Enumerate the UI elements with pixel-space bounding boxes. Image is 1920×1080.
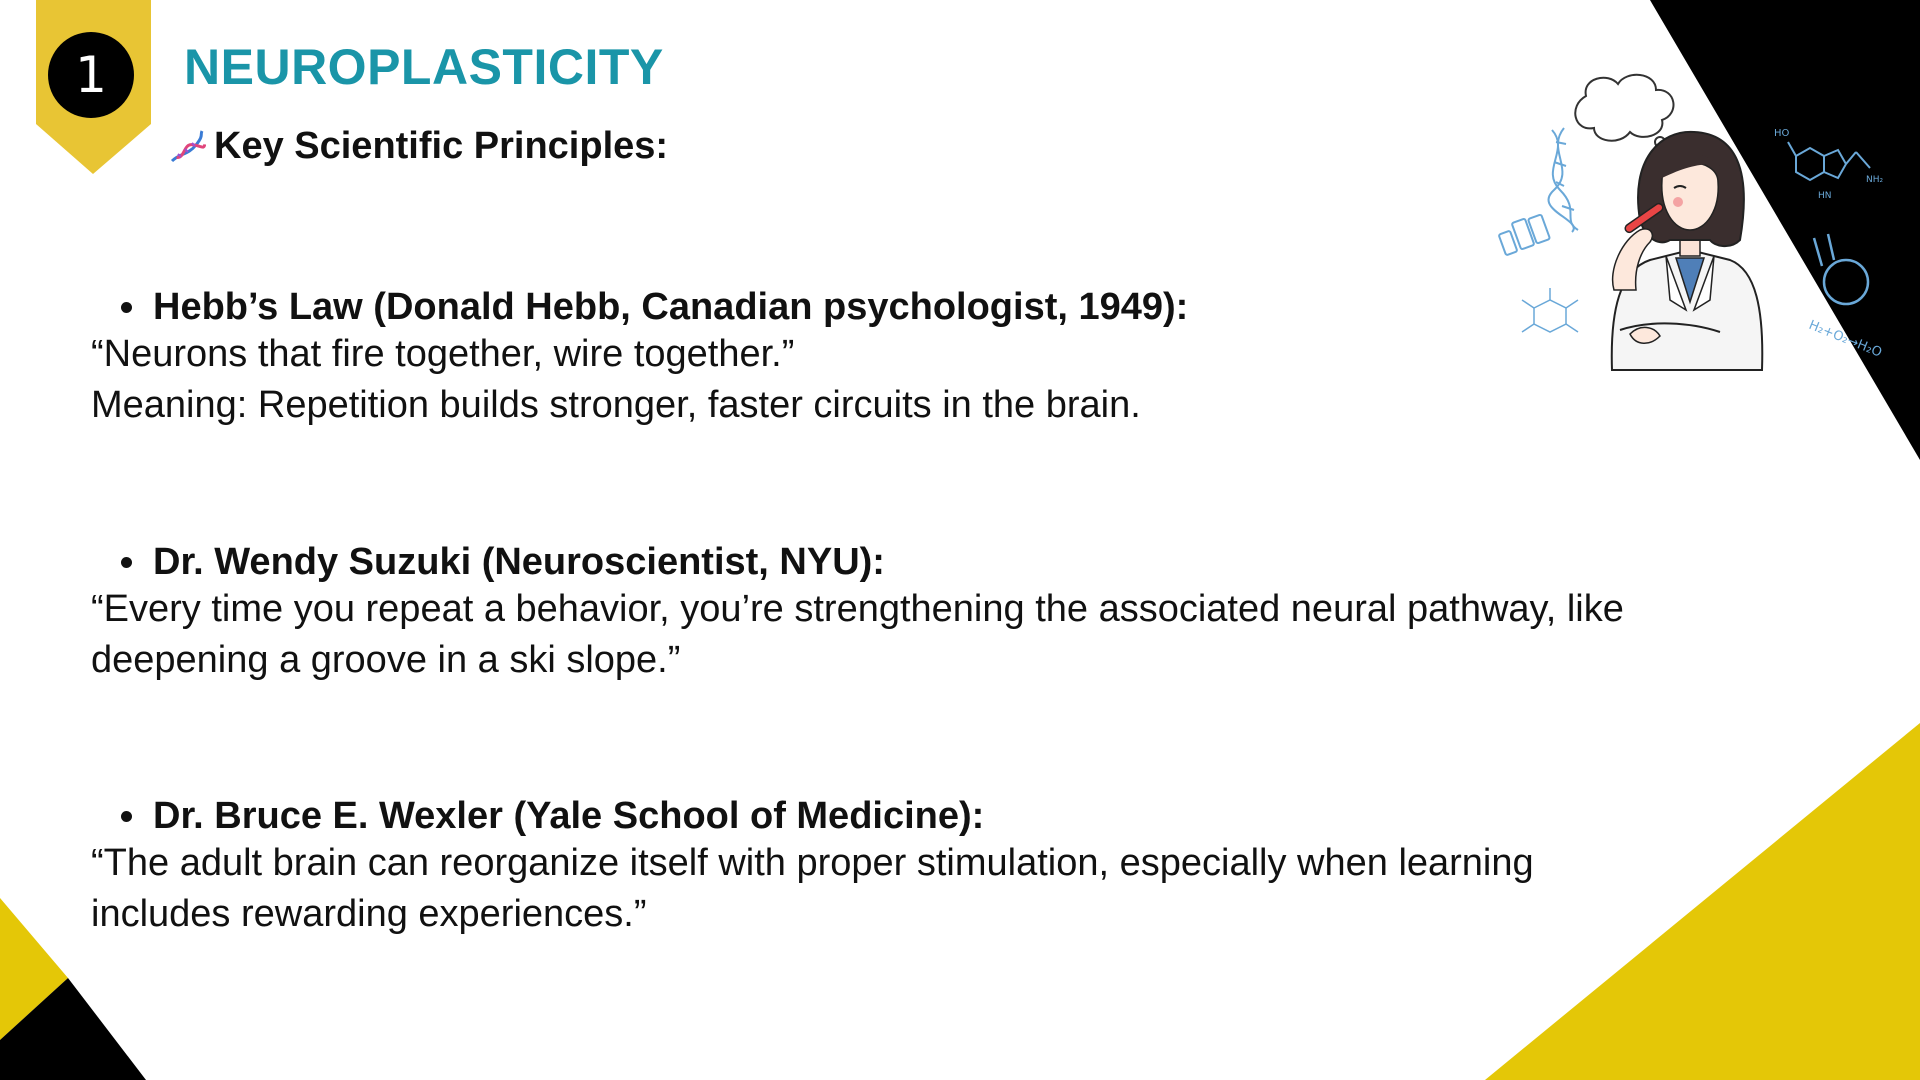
principle-meaning: Meaning: Repetition builds stronger, faster circuits in the brain. — [91, 384, 1141, 426]
dna-icon — [166, 127, 206, 167]
bottles-doodle-icon — [1499, 214, 1550, 255]
chem-label-hn: HN — [1818, 191, 1832, 201]
principle-wexler — [91, 795, 1791, 940]
chem-label-ho: HO — [1774, 128, 1790, 139]
principle-heading-row — [91, 541, 1791, 584]
bullet-icon — [121, 302, 132, 313]
bullet-icon — [121, 557, 132, 568]
principle-heading: Dr. Bruce E. Wexler (Yale School of Medicine): — [153, 795, 985, 837]
subtitle-text: Key Scientific Principles: — [214, 125, 669, 167]
chem-label-nh2: NH₂ — [1866, 175, 1884, 185]
principle-quote-line-2: includes rewarding experiences.” — [91, 893, 647, 935]
slide-number: 1 — [75, 46, 107, 104]
principle-quote-line-2: deepening a groove in a ski slope.” — [91, 639, 681, 681]
dna-helix-doodle-icon — [1549, 128, 1578, 232]
principle-suzuki — [91, 541, 1791, 686]
chemical-structure-icon — [1788, 142, 1870, 180]
chem-label-reaction: H₂+O₂→H₂O — [1806, 317, 1884, 361]
principle-heading-row — [91, 795, 1791, 838]
scientist-illustration — [1490, 70, 1890, 400]
page-title: NEUROPLASTICITY — [184, 39, 664, 95]
principle-quote: “Neurons that fire together, wire together.” — [91, 333, 795, 375]
principle-quote-line-1: “The adult brain can reorganize itself with proper stimulation, especially when learning — [91, 842, 1534, 884]
bullet-icon — [121, 811, 132, 822]
subtitle-row — [166, 125, 668, 168]
principle-heading: Hebb’s Law (Donald Hebb, Canadian psychologist, 1949): — [153, 286, 1189, 328]
scientist-figure — [1612, 132, 1763, 370]
slide-number-badge — [48, 32, 134, 118]
principle-heading: Dr. Wendy Suzuki (Neuroscientist, NYU): — [153, 541, 885, 583]
principle-quote-line-1: “Every time you repeat a behavior, you’re strengthening the associated neural pathway, like — [91, 588, 1624, 630]
molecule-doodle-icon — [1522, 288, 1578, 332]
flask-doodle-icon — [1814, 234, 1868, 304]
